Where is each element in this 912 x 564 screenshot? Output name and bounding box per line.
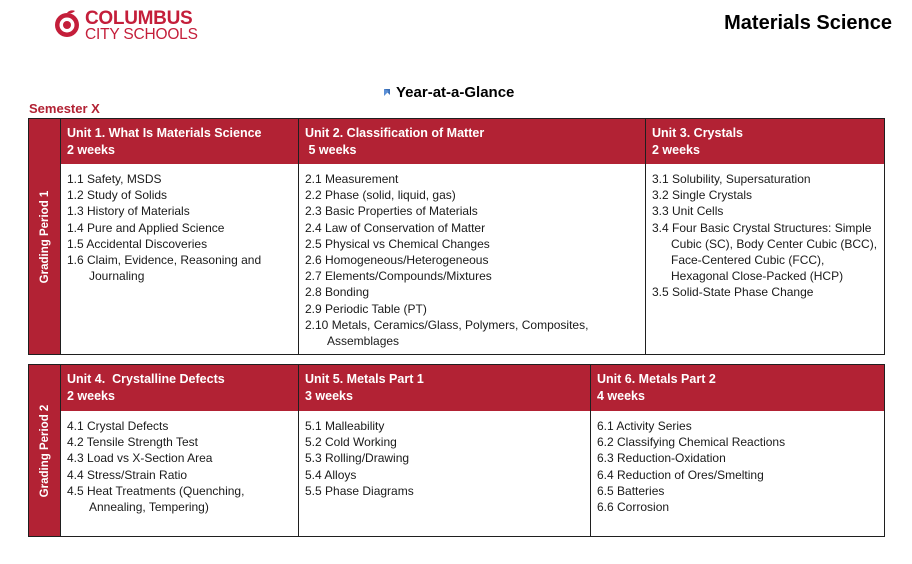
topic-item: 2.6 Homogeneous/Heterogeneous	[305, 253, 489, 268]
unit-title: Unit 4. Crystalline Defects	[67, 372, 225, 386]
grading-period-label	[29, 365, 61, 536]
topic-item: 4.5 Heat Treatments (Quenching, Annealing, Tempering)	[67, 483, 245, 515]
unit-2-column	[298, 119, 645, 354]
topic-item: 2.5 Physical vs Chemical Changes	[305, 236, 490, 251]
grading-period-2-table	[28, 364, 885, 537]
topic-item: 1.2 Study of Solids	[67, 188, 168, 203]
topic-item: 2.1 Measurement	[305, 172, 399, 186]
topic-item: 2.8 Bonding	[305, 285, 370, 300]
topic-item: 4.3 Load vs X-Section Area	[67, 451, 213, 466]
topic-item: 4.2 Tensile Strength Test	[67, 435, 198, 450]
unit-topics	[299, 411, 590, 499]
topic-item: 5.2 Cold Working	[305, 435, 397, 450]
unit-header	[299, 119, 645, 164]
unit-title: Unit 6. Metals Part 2	[597, 372, 716, 386]
unit-weeks: 2 weeks	[67, 389, 115, 403]
unit-weeks: 2 weeks	[652, 143, 700, 157]
unit-5-column	[298, 365, 590, 536]
unit-title: Unit 2. Classification of Matter	[305, 126, 485, 140]
topic-item: 5.5 Phase Diagrams	[305, 483, 414, 498]
topic-item: 1.6 Claim, Evidence, Reasoning and Journaling	[67, 253, 262, 284]
year-at-a-glance-text: Year-at-a-Glance	[396, 84, 515, 101]
topic-item: 2.2 Phase (solid, liquid, gas)	[305, 188, 456, 203]
unit-header	[61, 119, 298, 164]
unit-topics	[61, 164, 298, 284]
topic-item: 3.2 Single Crystals	[652, 188, 753, 203]
topic-item: 1.5 Accidental Discoveries	[67, 236, 208, 251]
topic-item: 3.4 Four Basic Crystal Structures: Simple Cubic (SC), Body Center Cubic (BCC), Face-Centered Cubic (FCC), Hexagonal Close-Packed (HCP)	[652, 220, 878, 284]
topic-item: 1.4 Pure and Applied Science	[67, 220, 225, 235]
unit-title: Unit 1. What Is Materials Science	[67, 126, 262, 140]
topic-item: 3.5 Solid-State Phase Change	[652, 285, 814, 300]
unit-header	[61, 365, 298, 411]
unit-6-column	[590, 365, 884, 536]
topic-item: 3.1 Solubility, Supersaturation	[652, 172, 811, 186]
unit-header	[299, 365, 590, 411]
topic-item: 5.4 Alloys	[305, 467, 357, 482]
year-at-a-glance-heading	[384, 84, 514, 101]
district-logo	[53, 9, 203, 43]
unit-3-column	[645, 119, 884, 354]
grading-period-1-label: Grading Period 1	[38, 190, 51, 283]
unit-weeks: 4 weeks	[597, 389, 645, 403]
topic-item: 6.4 Reduction of Ores/Smelting	[597, 467, 764, 482]
unit-header	[646, 119, 884, 164]
topic-item: 6.2 Classifying Chemical Reactions	[597, 435, 786, 450]
bookmark-icon	[384, 88, 393, 97]
topic-item: 4.1 Crystal Defects	[67, 419, 169, 433]
topic-item: 2.4 Law of Conservation of Matter	[305, 220, 486, 235]
grading-period-1-table	[28, 118, 885, 355]
document-title: Materials Science	[724, 12, 892, 34]
topic-item: 2.10 Metals, Ceramics/Glass, Polymers, Composites, Assemblages	[305, 317, 589, 349]
topic-item: 6.6 Corrosion	[597, 500, 670, 515]
topic-item: 3.3 Unit Cells	[652, 204, 724, 219]
logo-text-columbus: COLUMBUS	[85, 8, 193, 29]
unit-weeks: 2 weeks	[67, 143, 115, 157]
topic-item: 6.1 Activity Series	[597, 419, 692, 433]
grading-period-2-label: Grading Period 2	[38, 404, 51, 497]
unit-topics	[591, 411, 884, 515]
topic-item: 1.1 Safety, MSDS	[67, 172, 162, 186]
unit-header	[591, 365, 884, 411]
unit-topics	[646, 164, 884, 301]
semester-label: Semester X	[29, 101, 100, 116]
topic-item: 6.3 Reduction-Oxidation	[597, 451, 726, 466]
unit-title: Unit 3. Crystals	[652, 126, 744, 140]
unit-weeks: 3 weeks	[305, 389, 353, 403]
logo-text-city-schools: CITY SCHOOLS	[85, 26, 198, 43]
topic-item: 5.3 Rolling/Drawing	[305, 451, 410, 466]
topic-item: 2.9 Periodic Table (PT)	[305, 301, 427, 316]
unit-weeks: 5 weeks	[305, 143, 357, 157]
topic-item: 6.5 Batteries	[597, 483, 665, 498]
topic-item: 1.3 History of Materials	[67, 204, 190, 219]
unit-topics	[61, 411, 298, 515]
topic-item: 5.1 Malleability	[305, 419, 385, 433]
unit-1-column	[61, 119, 298, 354]
unit-title: Unit 5. Metals Part 1	[305, 372, 424, 386]
apple-logo-icon	[53, 9, 83, 39]
topic-item: 2.7 Elements/Compounds/Mixtures	[305, 269, 492, 284]
topic-item: 2.3 Basic Properties of Materials	[305, 204, 478, 219]
unit-topics	[299, 164, 645, 349]
unit-4-column	[61, 365, 298, 536]
grading-period-label	[29, 119, 61, 354]
topic-item: 4.4 Stress/Strain Ratio	[67, 467, 188, 482]
